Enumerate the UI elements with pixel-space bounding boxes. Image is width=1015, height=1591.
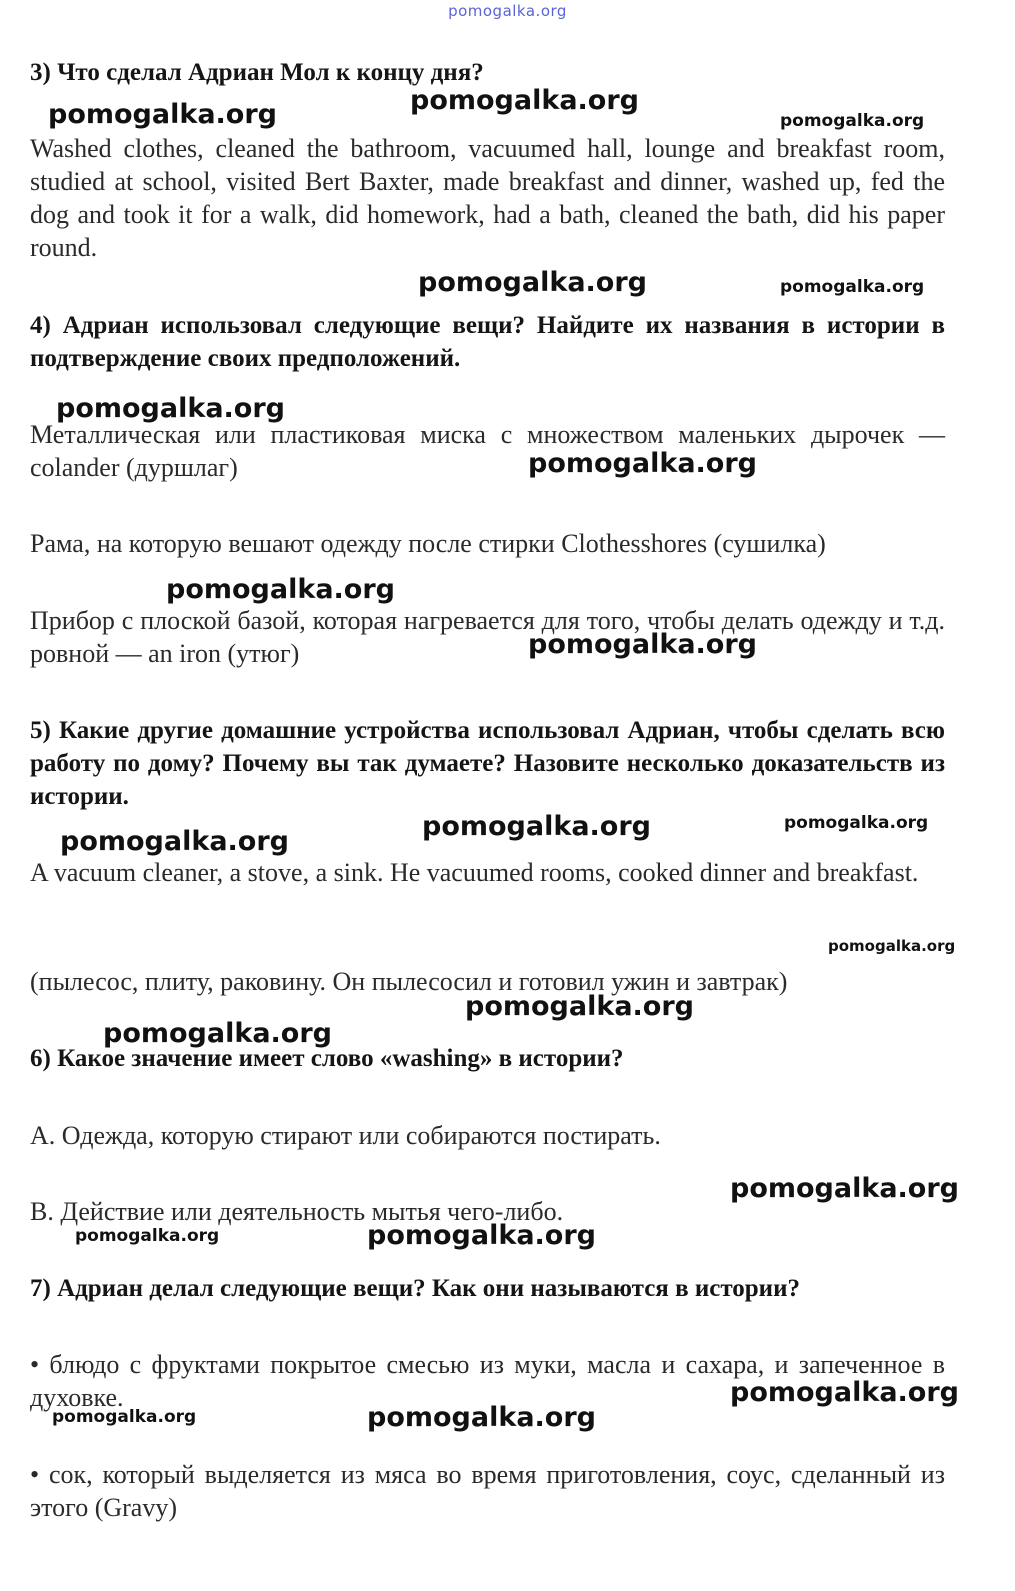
watermark-text: pomogalka.org	[422, 811, 651, 842]
page-header-site: pomogalka.org	[448, 2, 567, 20]
watermark-text: pomogalka.org	[48, 99, 277, 130]
watermark-text: pomogalka.org	[367, 1402, 596, 1433]
watermark-text: pomogalka.org	[52, 1407, 197, 1427]
watermark-text: pomogalka.org	[418, 267, 647, 298]
watermark-text: pomogalka.org	[367, 1220, 596, 1251]
watermark-text: pomogalka.org	[103, 1018, 332, 1049]
watermark-text: pomogalka.org	[56, 393, 285, 424]
watermark-text: pomogalka.org	[528, 448, 757, 479]
question-4: 4) Адриан использовал следующие вещи? Найдите их названия в истории в подтверждение своих предположений.	[30, 312, 945, 372]
watermark-text: pomogalka.org	[528, 629, 757, 660]
watermark-text: pomogalka.org	[465, 991, 694, 1022]
question-7: 7) Адриан делал следующие вещи? Как они называются в истории?	[30, 1275, 800, 1302]
answer-3: Washed clothes, cleaned the bathroom, vacuumed hall, lounge and breakfast room, studied at school, visited Bert Baxter, made breakfast and dinner, washed up, fed the dog and took it for a walk, did homework, had a bath, cleaned the bath, did his paper round.	[30, 134, 945, 262]
watermark-text: pomogalka.org	[166, 574, 395, 605]
watermark-text: pomogalka.org	[784, 813, 929, 833]
question-5: 5) Какие другие домашние устройства использовал Адриан, чтобы сделать всю работу по дому? Почему вы так думаете? Назовите несколько доказательств из истории.	[30, 717, 945, 810]
question-6: 6) Какое значение имеет слово «washing» в истории?	[30, 1045, 624, 1072]
watermark-text: pomogalka.org	[780, 277, 925, 297]
answer-6-option-a: A. Одежда, которую стирают или собираются постирать.	[30, 1121, 661, 1150]
answer-4-clothes-horse: Рама, на которую вешают одежду после стирки Clothesshores (сушилка)	[30, 529, 826, 558]
question-3: 3) Что сделал Адриан Мол к концу дня?	[30, 59, 484, 86]
answer-5-russian: (пылесос, плиту, раковину. Он пылесосил и готовил ужин и завтрак)	[30, 967, 788, 996]
watermark-text: pomogalka.org	[828, 937, 956, 955]
answer-7-item-crumble: • блюдо с фруктами покрытое смесью из муки, масла и сахара, и запеченное в духовке.	[30, 1350, 945, 1412]
answer-4-iron: Прибор с плоской базой, которая нагревается для того, чтобы делать одежду и т.д. ровной — an iron (утюг)	[30, 606, 945, 668]
watermark-text: pomogalka.org	[780, 111, 925, 131]
answer-6-option-b: B. Действие или деятельность мытья чего-либо.	[30, 1197, 564, 1226]
answer-5-english: A vacuum cleaner, a stove, a sink. He vacuumed rooms, cooked dinner and breakfast.	[30, 858, 919, 887]
watermark-text: pomogalka.org	[75, 1226, 220, 1246]
watermark-text: pomogalka.org	[60, 826, 289, 857]
watermark-text: pomogalka.org	[730, 1377, 959, 1408]
answer-4-colander: Металлическая или пластиковая миска с множеством маленьких дырочек — colander (дуршлаг)	[30, 420, 945, 482]
answer-7-item-gravy: • сок, который выделяется из мяса во время приготовления, соус, сделанный из этого (Gravy)	[30, 1460, 945, 1522]
watermark-text: pomogalka.org	[410, 85, 639, 116]
watermark-text: pomogalka.org	[730, 1173, 959, 1204]
